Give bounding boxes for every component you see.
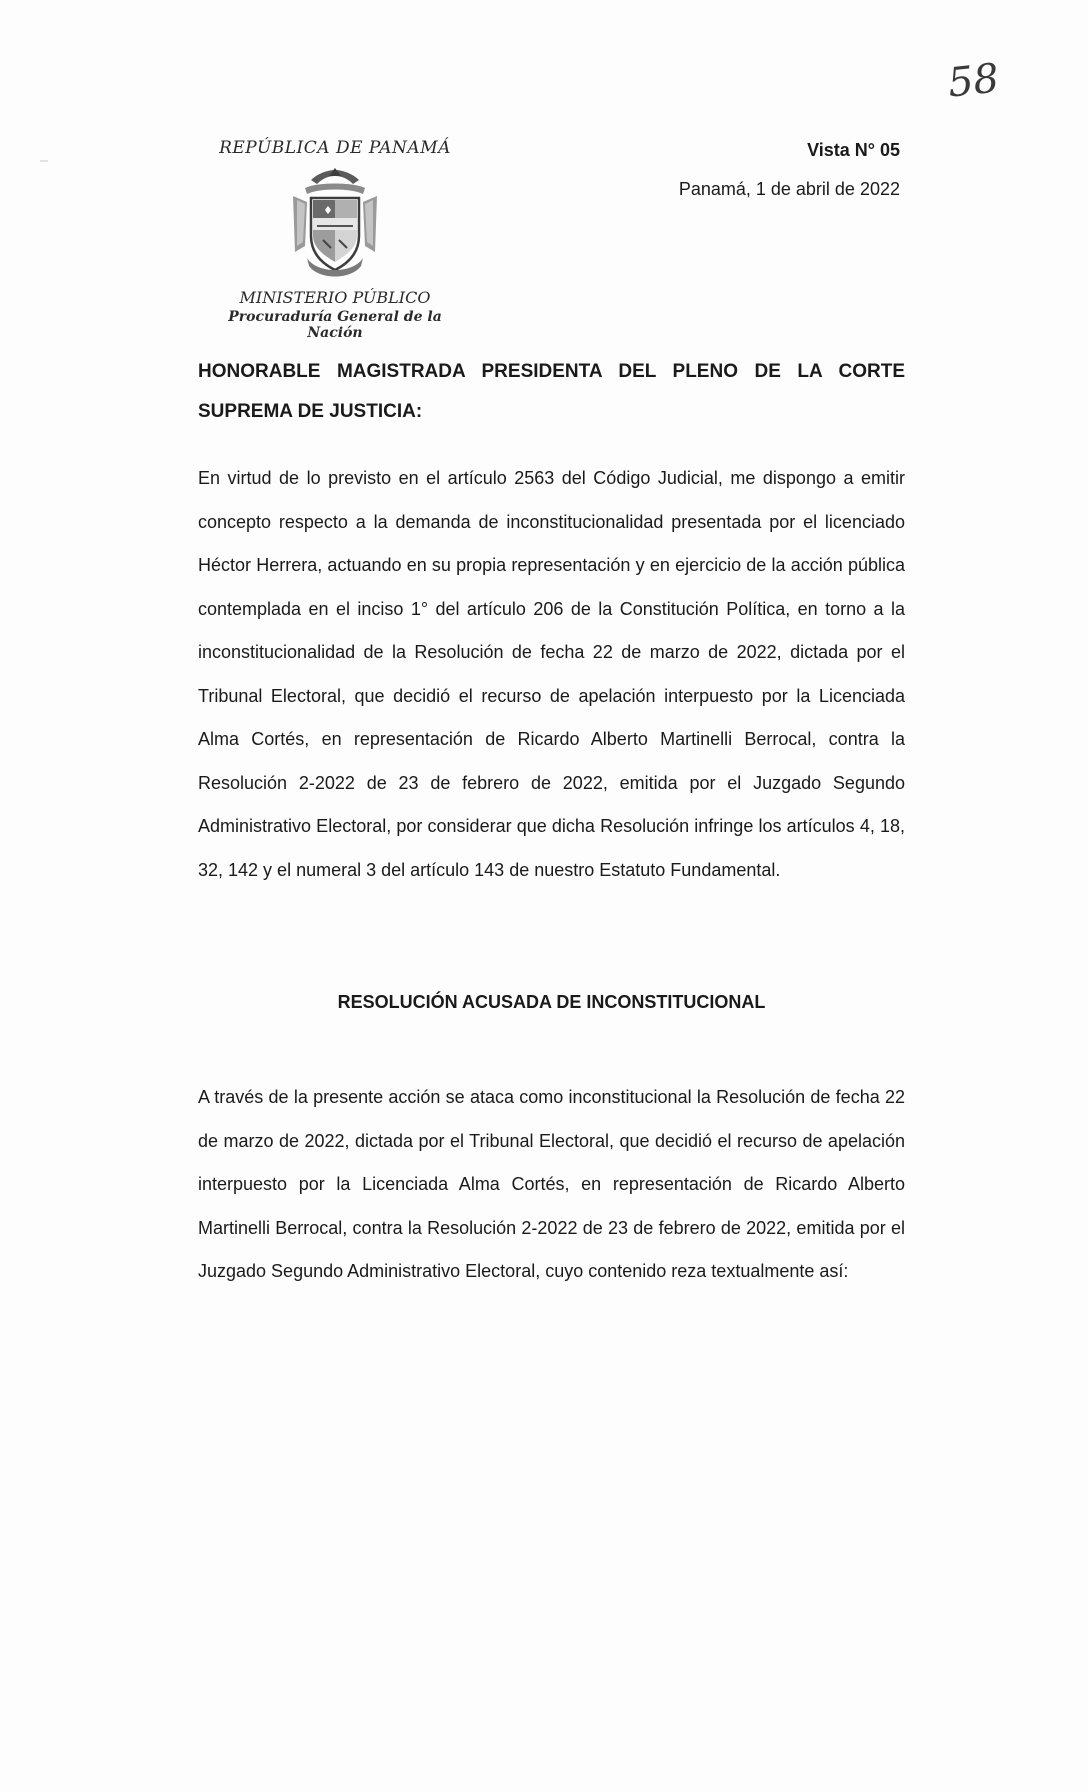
republic-name: REPÚBLICA DE PANAMÁ xyxy=(219,138,451,158)
addressee-heading: HONORABLE MAGISTRADA PRESIDENTA DEL PLENO DE LA CORTE SUPREMA DE JUSTICIA: xyxy=(198,361,905,422)
coat-of-arms-icon xyxy=(287,166,383,284)
scan-mark xyxy=(40,160,48,162)
letterhead xyxy=(205,138,465,341)
document-date: Panamá, 1 de abril de 2022 xyxy=(678,179,900,199)
body-paragraph: En virtud de lo previsto en el artículo 2563 del Código Judicial, me dispongo a emitir concepto respecto a la demanda de inconstitucionalidad presentada por el licenciado Héctor Herrera, actuando en su propia representación y en ejercicio de la acción pública contemplada en el inciso 1° del artículo 206 de la Constitución Política, en torno a la inconstitucionalidad de la Resolución de fecha 22 de marzo de 2022, dictada por el Tribunal Electoral, que decidió el recurso de apelación interpuesto por la Licenciada Alma Cortés, en representación de Ricardo Alberto Martinelli Berrocal, contra la Resolución 2-2022 de 23 de febrero de 2022, emitida por el Juzgado Segundo Administrativo Electoral, por considerar que dicha Resolución infringe los artículos 4, 18, 32, 142 y el numeral 3 del artículo 143 de nuestro Estatuto Fundamental. xyxy=(198,468,905,880)
document-reference: Vista N° 05 xyxy=(807,140,900,160)
procuraduria-name: Procuraduría General de la Nación xyxy=(228,309,442,341)
body-paragraph: A través de la presente acción se ataca como inconstitucional la Resolución de fecha 22 de marzo de 2022, dictada por el Tribunal Electoral, que decidió el recurso de apelación interpuesto por la Licenciada Alma Cortés, en representación de Ricardo Alberto Martinelli Berrocal, contra la Resolución 2-2022 de 23 de febrero de 2022, emitida por el Juzgado Segundo Administrativo Electoral, cuyo contenido reza textualmente así: xyxy=(198,1087,905,1281)
ministry-name: MINISTERIO PÚBLICO xyxy=(239,288,431,307)
handwritten-page-number: 58 xyxy=(945,55,1002,107)
section-title: RESOLUCIÓN ACUSADA DE INCONSTITUCIONAL xyxy=(337,992,766,1012)
